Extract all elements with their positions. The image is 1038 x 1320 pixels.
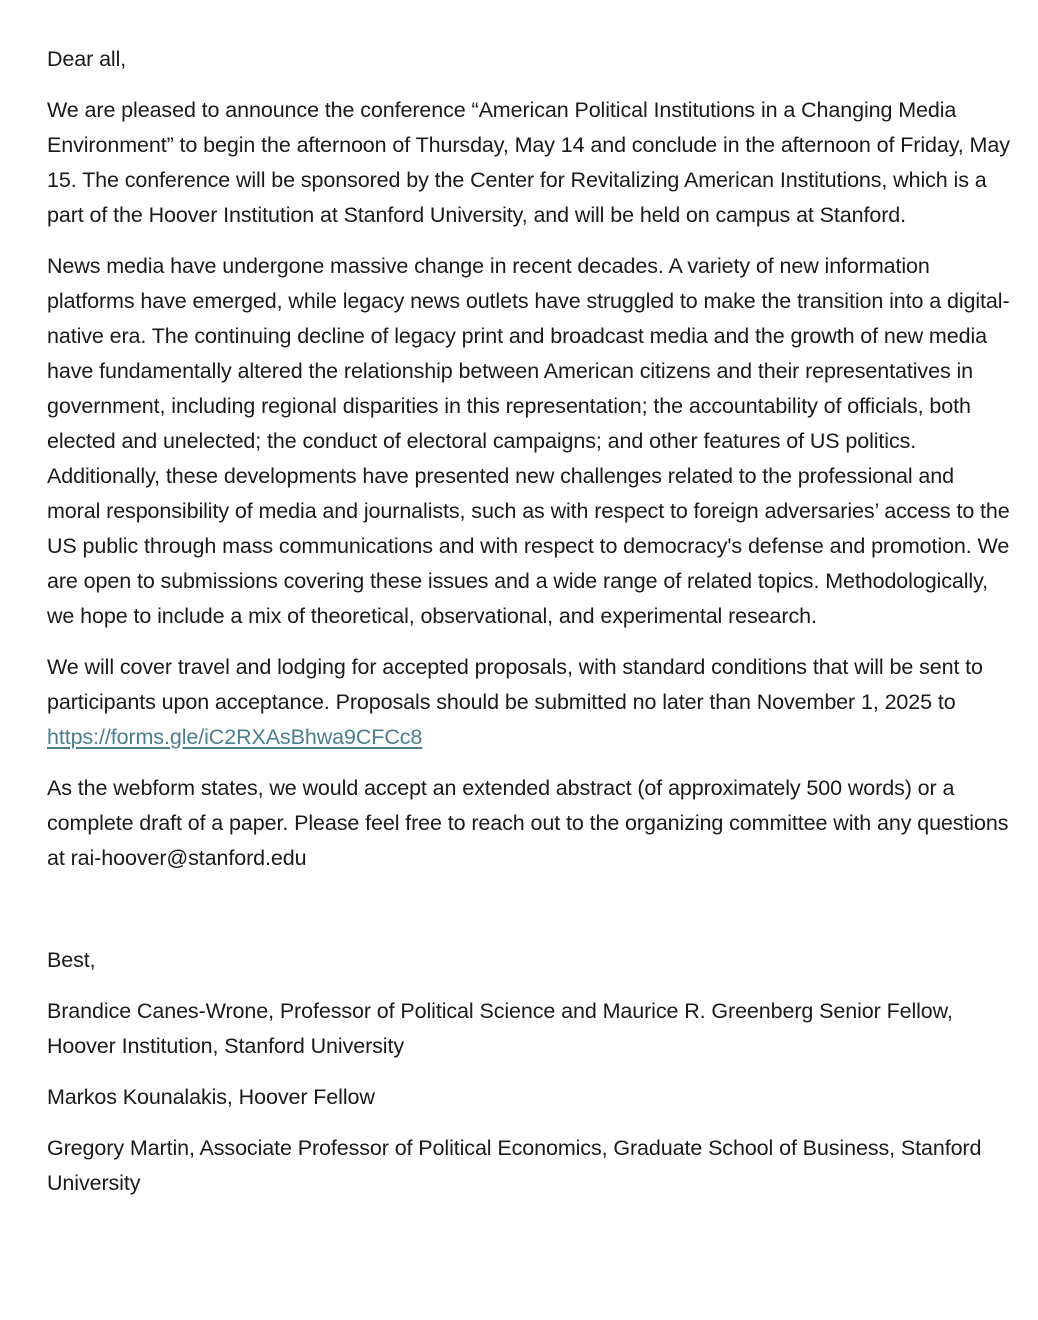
paragraph-announcement: We are pleased to announce the conference “American Political Institutions in a Changing Media Environment” to begin the afternoon of Thursday, May 14 and conclude in the afternoon of Friday, May 15. The conference will be sponsored by the Center for Revitalizing American Institutions, which is a part of the Hoover Institution at Stanford University, and will be held on campus at Stanford. — [47, 98, 1010, 227]
blank-line — [47, 892, 1013, 927]
email-body — [47, 42, 1013, 1217]
closing: Best, — [47, 948, 96, 972]
signatory: Gregory Martin, Associate Professor of Political Economics, Graduate School of Business, Stanford University — [47, 1136, 982, 1195]
greeting: Dear all, — [47, 47, 127, 71]
signatory: Markos Kounalakis, Hoover Fellow — [47, 1085, 375, 1109]
signatory: Brandice Canes-Wrone, Professor of Political Science and Maurice R. Greenberg Senior Fellow, Hoover Institution, Stanford University — [47, 999, 953, 1058]
paragraph-topics: News media have undergone massive change in recent decades. A variety of new information platforms have emerged, while legacy news outlets have struggled to make the transition into a digital-native era. The continuing decline of legacy print and broadcast media and the growth of new media have fundamentally altered the relationship between American citizens and their representatives in government, including regional disparities in this representation; the accountability of officials, both elected and unelected; the conduct of electoral campaigns; and other features of US politics. Additionally, these developments have presented new challenges related to the professional and moral responsibility of media and journalists, such as with respect to foreign adversaries’ access to the US public through mass communications and with respect to democracy's defense and promotion. We are open to submissions covering these issues and a wide range of related topics. Methodologically, we hope to include a mix of theoretical, observational, and experimental research. — [47, 254, 1010, 628]
paragraph-webform: As the webform states, we would accept an extended abstract (of approximately 500 words) or a complete draft of a paper. Please feel free to reach out to the organizing committee with any questions at rai-hoover@stanford.edu — [47, 776, 1009, 870]
paragraph-submission — [47, 650, 1013, 755]
submission-form-link[interactable]: https://forms.gle/iC2RXAsBhwa9CFCc8 — [47, 725, 423, 749]
submission-text: We will cover travel and lodging for accepted proposals, with standard conditions that will be sent to participants upon acceptance. Proposals should be submitted no later than November 1, 2025 to — [47, 655, 983, 714]
